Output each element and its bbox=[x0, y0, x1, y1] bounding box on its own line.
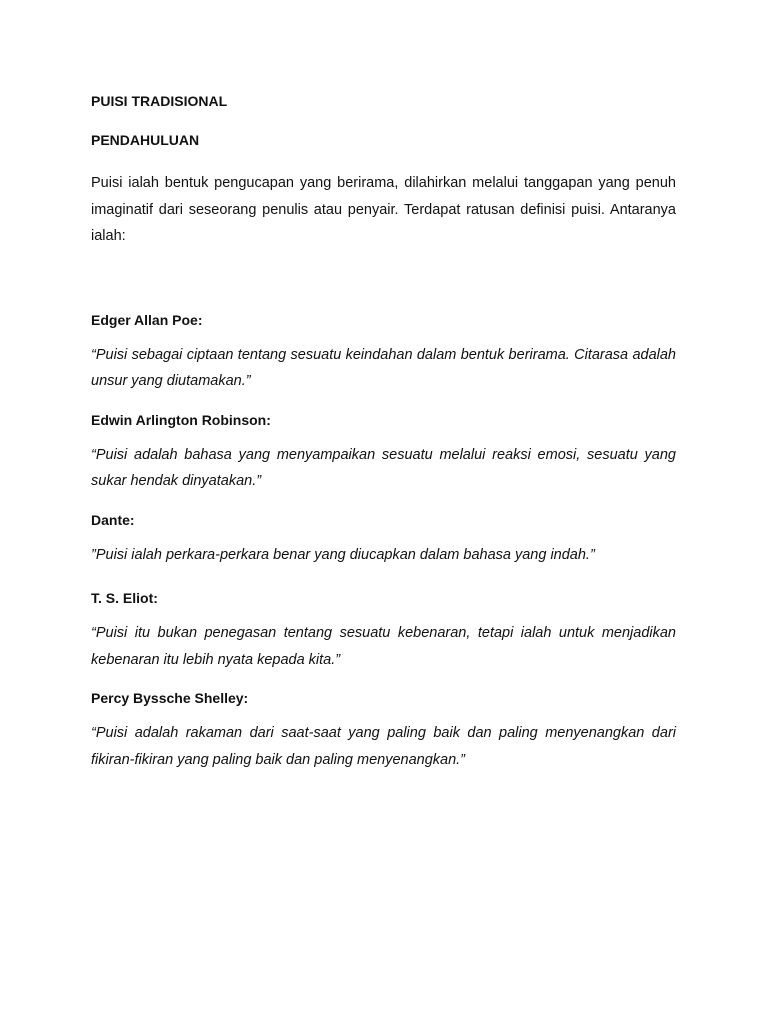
section-heading: PENDAHULUAN bbox=[91, 132, 200, 148]
definition-item bbox=[91, 688, 676, 773]
intro-paragraph: Puisi ialah bentuk pengucapan yang berirama, dilahirkan melalui tanggapan yang penuh imaginatif dari seseorang penulis atau penyair. Terdapat ratusan definisi puisi. Antaranya ialah: bbox=[91, 175, 676, 244]
definition-quote: “Puisi itu bukan penegasan tentang sesuatu kebenaran, tetapi ialah untuk menjadikan kebenaran itu lebih nyata kepada kita.” bbox=[91, 625, 676, 668]
definition-quote: “Puisi sebagai ciptaan tentang sesuatu keindahan dalam bentuk berirama. Citarasa adalah unsur yang diutamakan.” bbox=[91, 346, 676, 389]
definition-author: Edger Allan Poe: bbox=[91, 311, 203, 328]
document-title: PUISI TRADISIONAL bbox=[91, 93, 228, 109]
definition-item bbox=[91, 588, 676, 673]
definition-author: Edwin Arlington Robinson: bbox=[91, 411, 271, 428]
document-body bbox=[91, 91, 676, 788]
definition-item bbox=[91, 410, 676, 495]
definition-item bbox=[91, 510, 676, 569]
definition-item bbox=[91, 310, 676, 395]
definition-author: T. S. Eliot: bbox=[91, 590, 158, 606]
definition-author: Dante: bbox=[91, 511, 135, 528]
definition-author: Percy Byssche Shelley: bbox=[91, 690, 249, 706]
definition-quote: “Puisi adalah rakaman dari saat-saat yang paling baik dan paling menyenangkan dari fikiran-fikiran yang paling baik dan paling menyenangkan.” bbox=[91, 725, 676, 768]
definition-quote: “Puisi adalah bahasa yang menyampaikan sesuatu melalui reaksi emosi, sesuatu yang sukar hendak dinyatakan.” bbox=[91, 446, 676, 489]
definition-quote: ”Puisi ialah perkara-perkara benar yang diucapkan dalam bahasa yang indah.” bbox=[91, 546, 595, 563]
